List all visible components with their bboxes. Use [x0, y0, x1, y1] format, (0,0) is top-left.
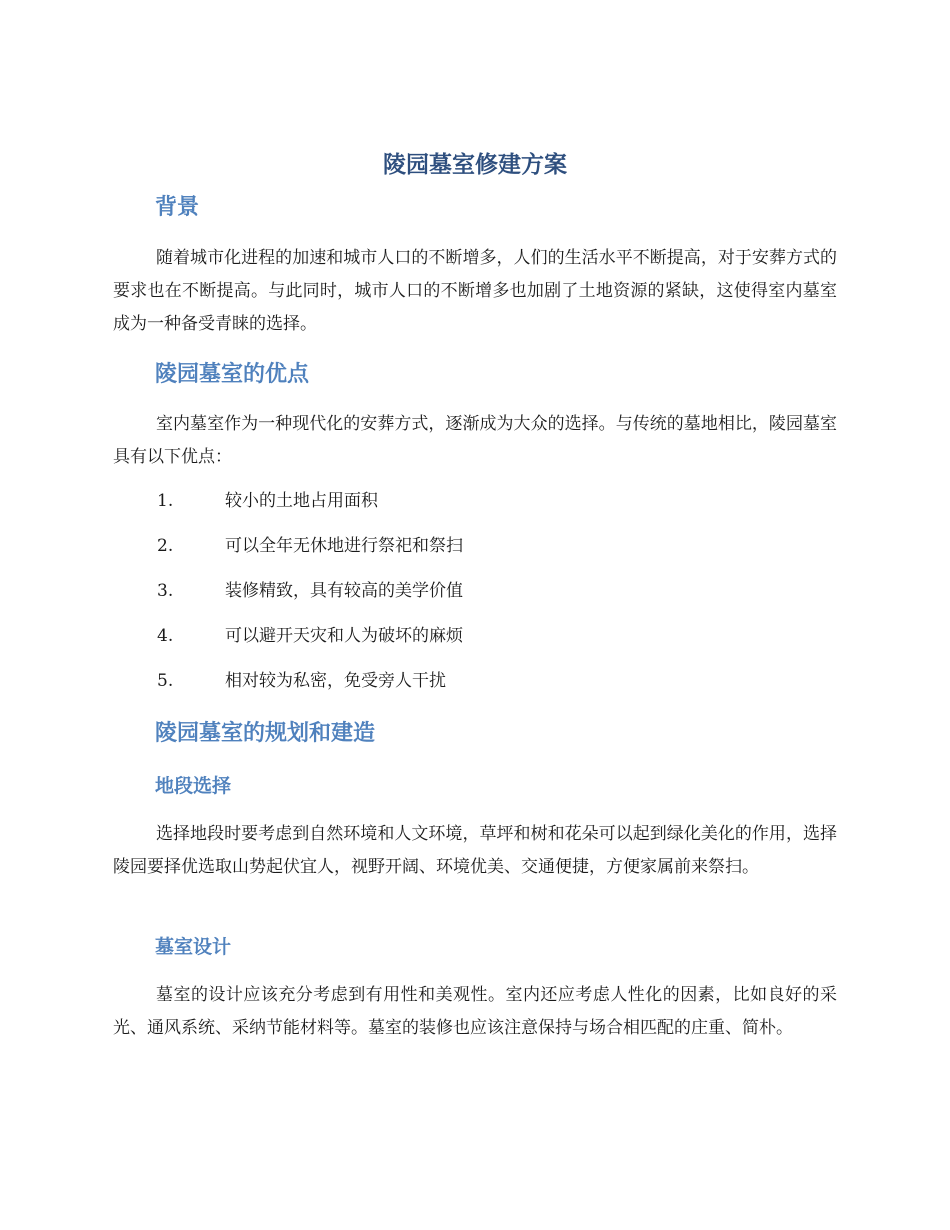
list-item — [0, 620, 700, 653]
list-item-text: 可以避开天灾和人为破坏的麻烦 — [225, 626, 463, 646]
heading-advantages: 陵园墓室的优点 — [155, 362, 310, 387]
list-item-number: 1. — [157, 491, 174, 511]
document-title: 陵园墓室修建方案 — [383, 152, 567, 178]
list-item-number: 2. — [157, 536, 174, 556]
paragraph-chamber-design: 墓室的设计应该充分考虑到有用性和美观性。室内还应考虑人性化的因素，比如良好的采光、通风系统、采纳节能材料等。墓室的装修也应该注意保持与场合相匹配的庄重、简朴。 — [113, 985, 837, 1038]
subheading-site-selection: 地段选择 — [155, 775, 232, 797]
list-item-text: 相对较为私密，免受旁人干扰 — [225, 671, 446, 691]
subheading-chamber-design: 墓室设计 — [155, 936, 232, 958]
list-item-number: 5. — [157, 671, 174, 691]
list-item — [0, 530, 700, 563]
list-item — [0, 575, 700, 608]
list-item — [0, 665, 700, 698]
list-item-text: 较小的土地占用面积 — [225, 491, 378, 511]
paragraph-site-selection: 选择地段时要考虑到自然环境和人文环境，草坪和树和花朵可以起到绿化美化的作用，选择陵园要择优选取山势起伏宜人，视野开阔、环境优美、交通便捷，方便家属前来祭扫。 — [113, 824, 837, 877]
list-item-text: 装修精致，具有较高的美学价值 — [225, 581, 463, 601]
paragraph-advantages: 室内墓室作为一种现代化的安葬方式，逐渐成为大众的选择。与传统的墓地相比，陵园墓室具有以下优点： — [113, 414, 837, 467]
list-item — [0, 485, 700, 518]
list-item-number: 3. — [157, 581, 174, 601]
heading-background: 背景 — [155, 195, 200, 220]
heading-planning: 陵园墓室的规划和建造 — [155, 721, 376, 746]
list-item-number: 4. — [157, 626, 174, 646]
list-item-text: 可以全年无休地进行祭祀和祭扫 — [225, 536, 463, 556]
paragraph-background: 随着城市化进程的加速和城市人口的不断增多，人们的生活水平不断提高，对于安葬方式的要求也在不断提高。与此同时，城市人口的不断增多也加剧了土地资源的紧缺，这使得室内墓室成为一种备受青睐的选择。 — [113, 248, 837, 334]
